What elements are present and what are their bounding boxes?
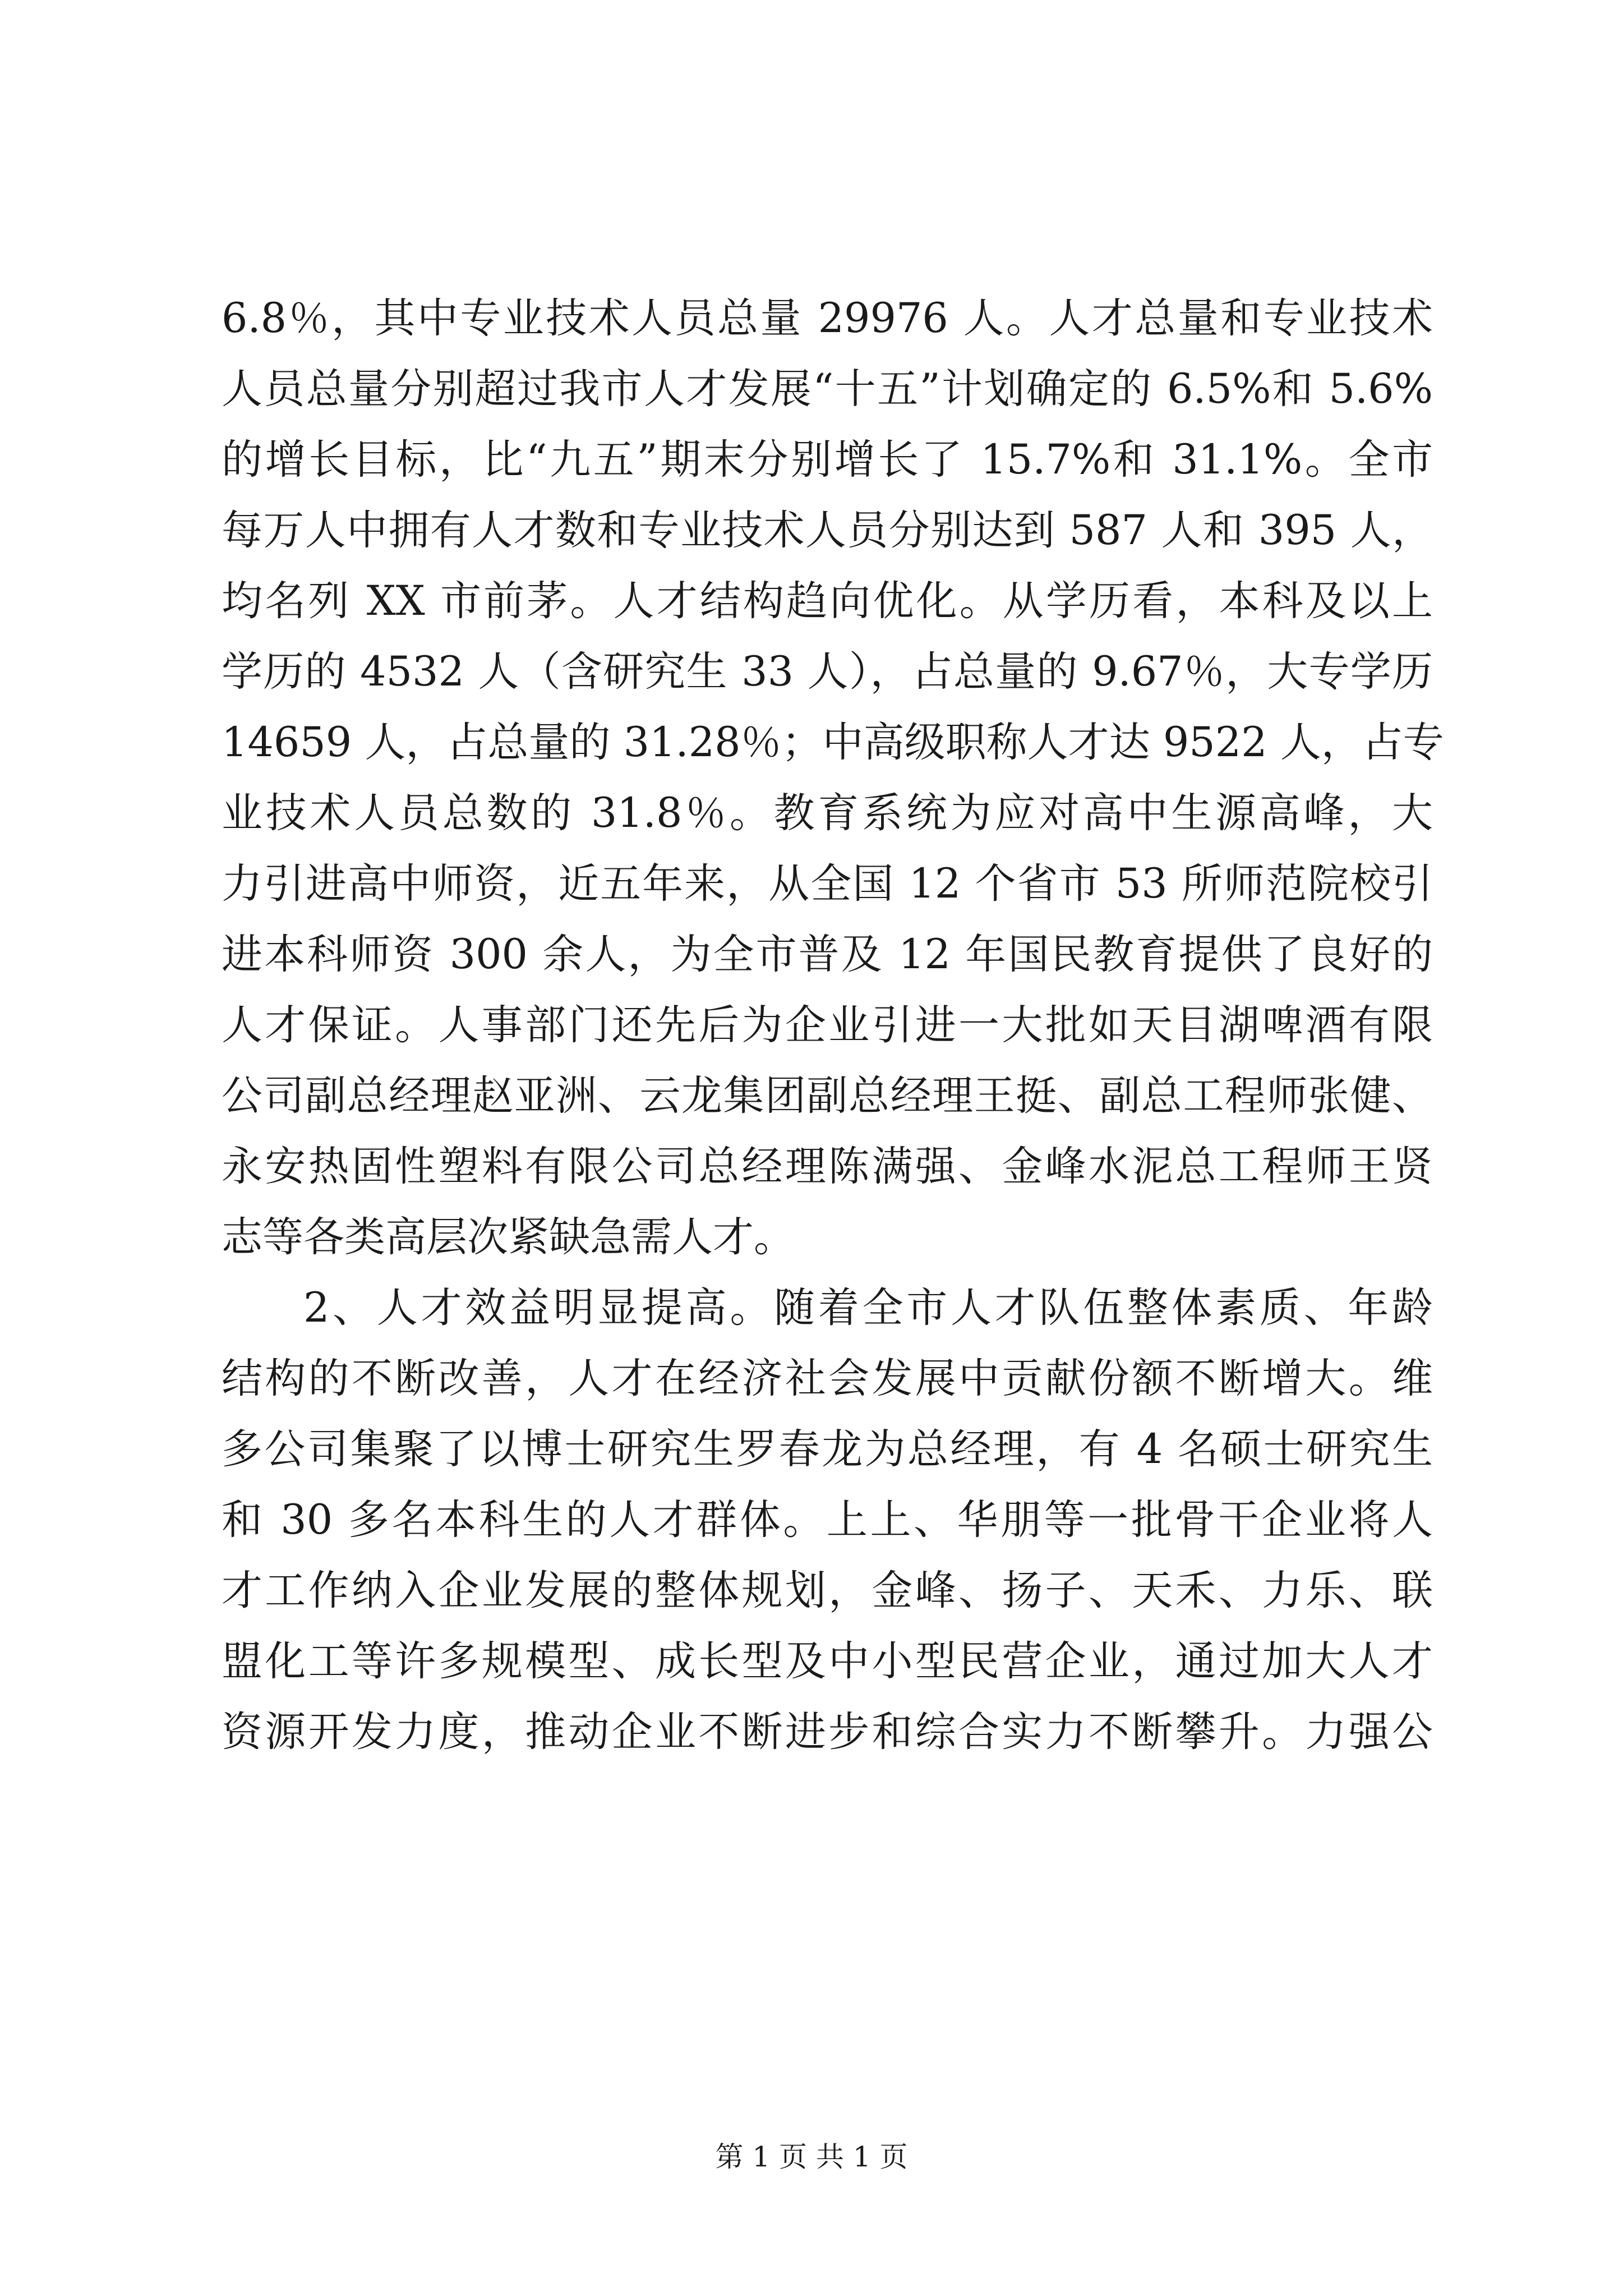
paragraph-2 <box>222 1273 1433 1768</box>
text-line: 的增长目标，比“九五”期末分别增长了 15.7%和 31.1%。全市 <box>222 436 1433 484</box>
text-line: 进本科师资 300 余人，为全市普及 12 年国民教育提供了良好的 <box>222 931 1433 978</box>
text-line: 多公司集聚了以博士研究生罗春龙为总经理，有 4 名硕士研究生 <box>222 1425 1433 1473</box>
text-line: 盟化工等许多规模型、成长型及中小型民营企业，通过加大人才 <box>222 1637 1433 1685</box>
text-line: 人才保证。人事部门还先后为企业引进一大批如天目湖啤酒有限 <box>222 1001 1433 1049</box>
text-line: 结构的不断改善，人才在经济社会发展中贡献份额不断增大。维 <box>222 1355 1433 1402</box>
text-line: 学历的 4532 人（含研究生 33 人），占总量的 9.67％，大专学历 <box>222 648 1433 696</box>
page-footer: 第 1 页 共 1 页 <box>715 2141 908 2173</box>
text-line: 公司副总经理赵亚洲、云龙集团副总经理王挺、副总工程师张健、 <box>222 1072 1433 1120</box>
text-line: 2、人才效益明显提高。随着全市人才队伍整体素质、年龄 <box>303 1284 1433 1332</box>
text-line: 永安热固性塑料有限公司总经理陈满强、金峰水泥总工程师王贤 <box>222 1143 1433 1190</box>
text-line: 和 30 多名本科生的人才群体。上上、华朋等一批骨干企业将人 <box>222 1496 1433 1544</box>
text-line: 业技术人员总数的 31.8％。教育系统为应对高中生源高峰，大 <box>222 789 1433 837</box>
text-line: 6.8％，其中专业技术人员总量 29976 人。人才总量和专业技术 <box>222 295 1433 342</box>
text-line: 14659 人，占总量的 31.28％；中高级职称人才达 9522 人，占专 <box>222 719 1444 766</box>
text-line: 人员总量分别超过我市人才发展“十五”计划确定的 6.5%和 5.6% <box>222 365 1433 413</box>
text-line: 均名列 XX 市前茅。人才结构趋向优化。从学历看，本科及以上 <box>222 577 1433 625</box>
text-line: 资源开发力度，推动企业不断进步和综合实力不断攀升。力强公 <box>222 1708 1433 1756</box>
text-line: 志等各类高层次紧缺急需人才。 <box>222 1213 795 1261</box>
text-line: 才工作纳入企业发展的整体规划，金峰、扬子、天禾、力乐、联 <box>222 1567 1433 1614</box>
document-body <box>222 283 1444 1768</box>
text-line: 力引进高中师资，近五年来，从全国 12 个省市 53 所师范院校引 <box>222 860 1433 908</box>
text-line: 每万人中拥有人才数和专业技术人员分别达到 587 人和 395 人， <box>222 507 1433 554</box>
paragraph-1 <box>222 283 1444 1273</box>
